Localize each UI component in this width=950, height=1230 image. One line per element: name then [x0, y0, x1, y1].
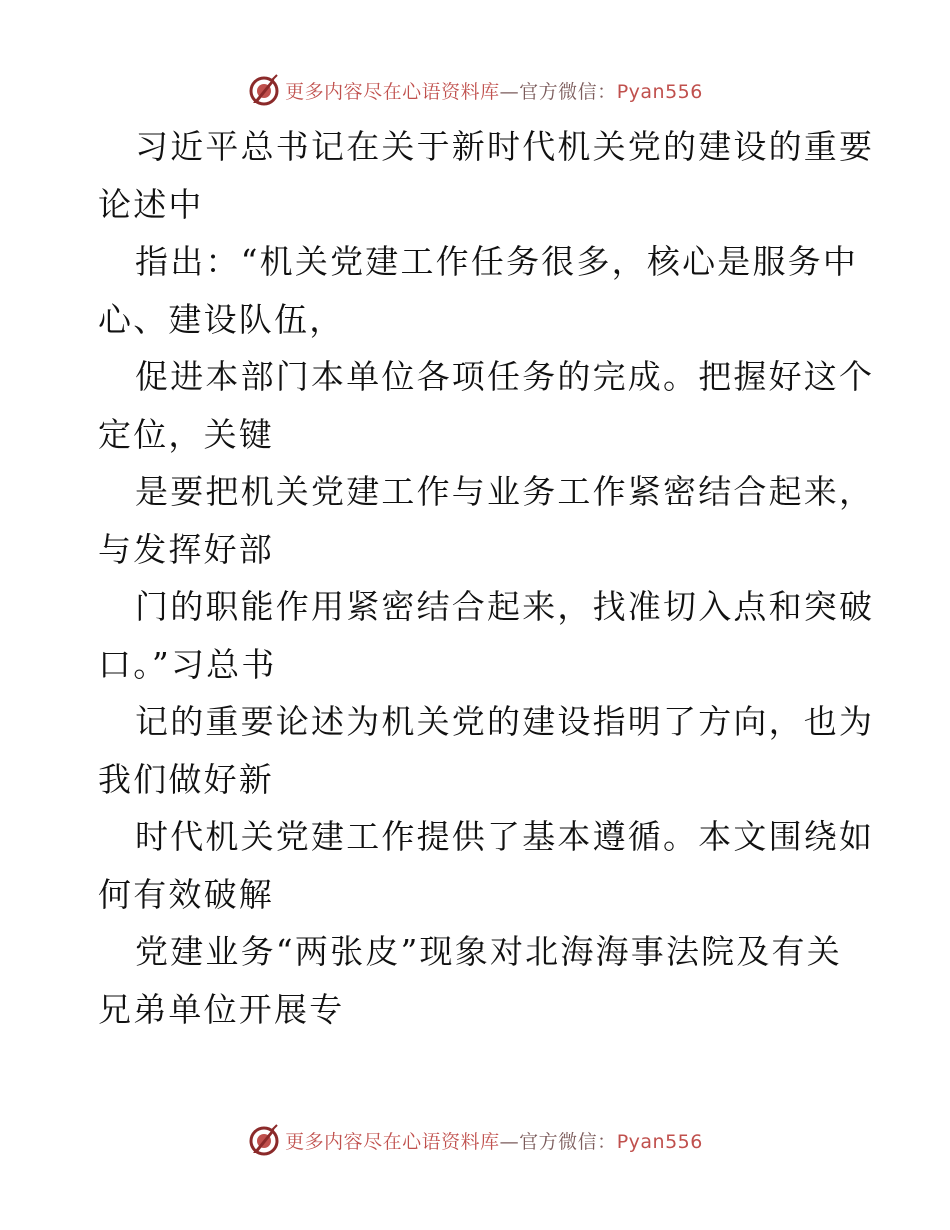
text-line: 定位，关键: [98, 414, 274, 454]
banner-wechat-id: Pyan556: [616, 1130, 703, 1153]
text-line: 习近平总书记在关于新时代机关党的建设的重要: [135, 127, 875, 166]
text-line: 口。”习总书: [98, 644, 277, 684]
banner-main-text: 更多内容尽在心语资料库: [285, 80, 500, 103]
text-line: 指出：“机关党建工作任务很多，核心是服务中: [135, 242, 859, 281]
text-line: 促进本部门本单位各项任务的完成。把握好这个: [135, 357, 875, 396]
banner-wechat-label: 官方微信：: [519, 80, 617, 103]
banner-wechat-label: 官方微信：: [519, 1130, 617, 1153]
text-line: 记的重要论述为机关党的建设指明了方向，也为: [135, 702, 875, 741]
quill-logo-icon: [247, 1123, 281, 1157]
header-banner: [0, 70, 950, 110]
quill-logo-icon: [247, 73, 281, 107]
text-line: 与发挥好部: [98, 529, 274, 569]
text-line: 是要把机关党建工作与业务工作紧密结合起来，: [135, 472, 875, 511]
document-body: [98, 118, 875, 1038]
text-line: 何有效破解: [98, 874, 274, 914]
footer-banner: [0, 1120, 950, 1160]
text-line: 我们做好新: [98, 759, 274, 799]
text-line: 心、建设队伍，: [98, 299, 345, 339]
text-line: 论述中: [98, 184, 204, 224]
text-line: 兄弟单位开展专: [98, 989, 345, 1029]
text-line: 门的职能作用紧密结合起来，找准切入点和突破: [135, 587, 875, 626]
banner-dash: —: [499, 1130, 520, 1153]
banner-dash: —: [499, 80, 520, 103]
text-line: 党建业务“两张皮”现象对北海海事法院及有关: [135, 932, 842, 971]
text-line: 时代机关党建工作提供了基本遵循。本文围绕如: [135, 817, 875, 856]
banner-wechat-id: Pyan556: [616, 80, 703, 103]
banner-main-text: 更多内容尽在心语资料库: [285, 1130, 500, 1153]
